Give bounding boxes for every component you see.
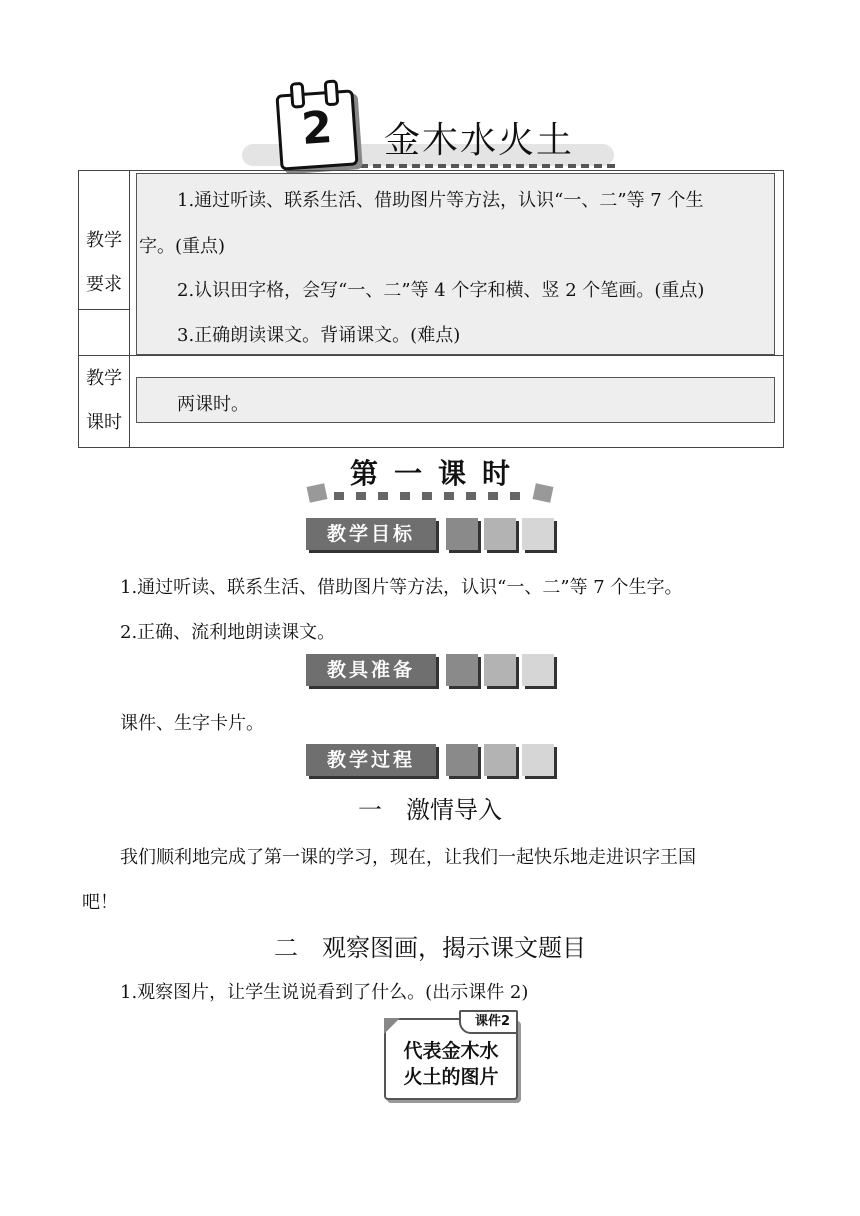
goal-label-2: 要求 xyxy=(86,274,122,295)
objective-2: 2.正确、流利地朗读课文。 xyxy=(120,622,336,643)
courseware-corner xyxy=(384,1018,400,1034)
goal-line-1: 1.通过听读、联系生活、借助图片等方法，认识“一、二”等 7 个生 xyxy=(177,190,704,211)
time-label-2: 课时 xyxy=(86,412,122,433)
process-tag-label: 教学过程 xyxy=(306,744,436,776)
step2-heading: 二 观察图画，揭示课文题目 xyxy=(274,934,586,962)
time-label-1: 教学 xyxy=(86,368,122,389)
tag-block xyxy=(484,518,516,550)
courseware-card xyxy=(384,1014,518,1100)
step1-line-1: 我们顺利地完成了第一课的学习，现在，让我们一起快乐地走进识字王国 xyxy=(120,847,696,868)
tag-block xyxy=(522,518,554,550)
table-row-divider xyxy=(79,309,129,310)
time-text: 两课时。 xyxy=(177,394,249,415)
materials-tag-label: 教具准备 xyxy=(306,654,436,686)
table-column-divider xyxy=(129,171,130,447)
step1-heading: 一 激情导入 xyxy=(358,796,502,824)
courseware-line-1: 代表金木水 xyxy=(403,1040,499,1062)
step2-text: 1.观察图片，让学生说说看到了什么。(出示课件 2) xyxy=(120,982,529,1003)
process-tag xyxy=(306,744,556,780)
courseware-tag: 课件2 xyxy=(459,1010,518,1034)
objective-1: 1.通过听读、联系生活、借助图片等方法，认识“一、二”等 7 个生字。 xyxy=(120,577,683,598)
tag-block xyxy=(484,654,516,686)
period-title: 第一课时 xyxy=(349,457,526,490)
objectives-tag-label: 教学目标 xyxy=(306,518,436,550)
decoration-dashes xyxy=(334,492,526,500)
materials-tag xyxy=(306,654,556,690)
materials-text: 课件、生字卡片。 xyxy=(120,713,264,734)
decoration-square xyxy=(307,483,328,502)
calendar-icon xyxy=(275,89,358,170)
goal-line-3: 2.认识田字格，会写“一、二”等 4 个字和横、竖 2 个笔画。(重点) xyxy=(177,280,705,301)
tag-block xyxy=(446,654,478,686)
table-row-divider xyxy=(79,355,783,356)
goal-line-4: 3.正确朗读课文。背诵课文。(难点) xyxy=(177,325,461,346)
step1-line-2: 吧！ xyxy=(82,892,118,913)
banner-dots xyxy=(360,164,616,168)
tag-block xyxy=(522,654,554,686)
goal-label-1: 教学 xyxy=(86,230,122,251)
lesson-title: 金木水火土 xyxy=(384,120,575,161)
lesson-number: 2 xyxy=(299,101,334,156)
objectives-tag xyxy=(306,518,556,554)
courseware-line-2: 火土的图片 xyxy=(403,1066,499,1088)
requirements-table xyxy=(78,170,784,448)
tag-block xyxy=(446,744,478,776)
tag-block xyxy=(522,744,554,776)
period-title-decoration xyxy=(308,485,552,503)
decoration-square xyxy=(533,483,554,502)
tag-block xyxy=(446,518,478,550)
goal-line-2: 字。(重点) xyxy=(139,236,226,257)
courseware-text xyxy=(386,1038,516,1090)
tag-block xyxy=(484,744,516,776)
